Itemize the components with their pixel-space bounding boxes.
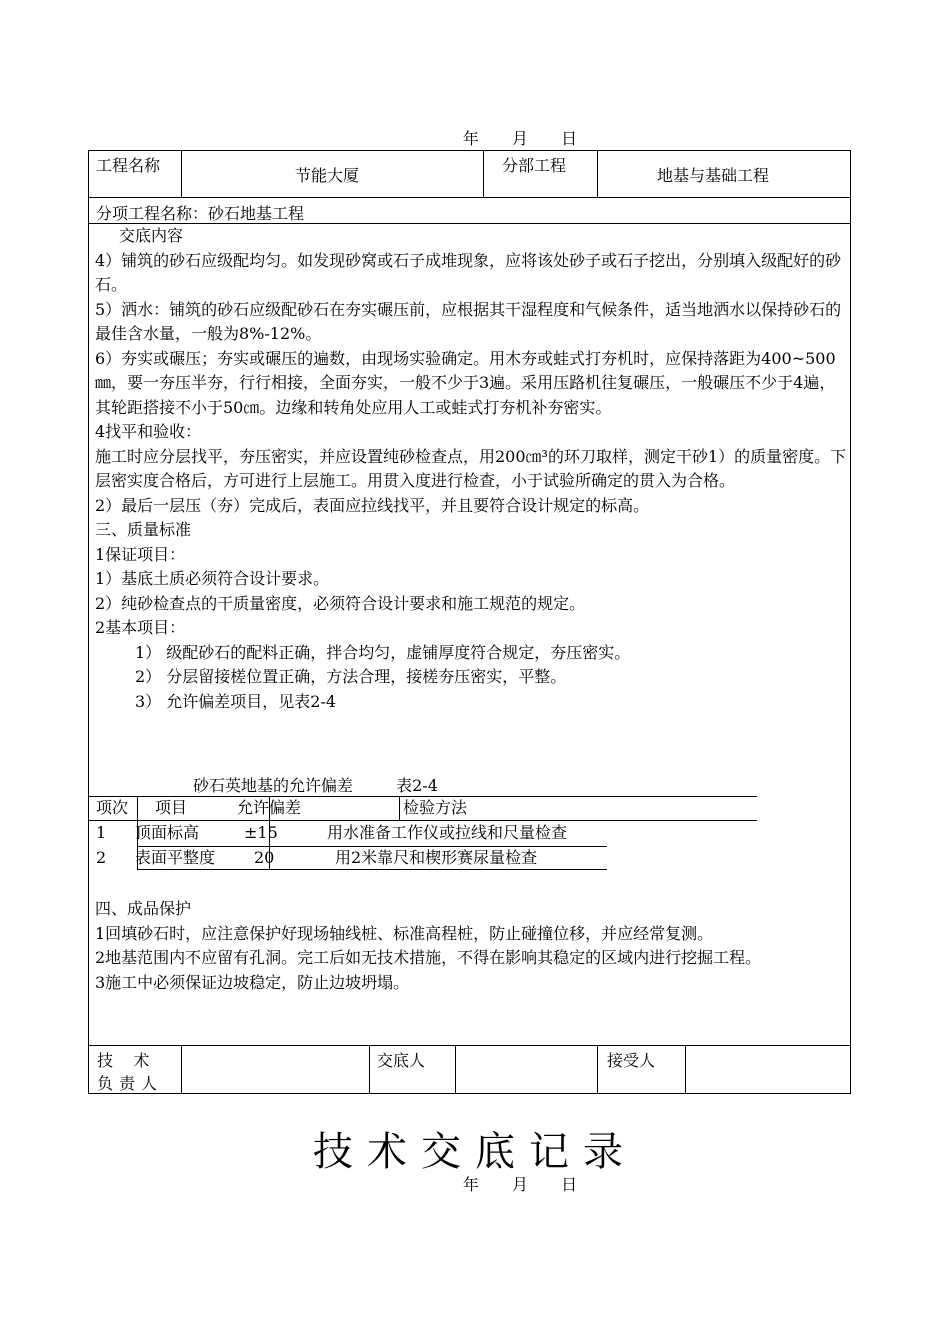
division-value: 地基与基础工程 [657, 166, 770, 185]
receiver-label: 接受人 [607, 1051, 656, 1070]
project-name-label: 工程名称 [96, 156, 161, 175]
row1-item: 顶面标高 [135, 823, 200, 842]
paragraph: 2） 分层留接槎位置正确，方法合理，接槎夯压密实，平整。 [135, 667, 567, 686]
date-month: 月 [511, 1175, 528, 1194]
divider [181, 1045, 182, 1093]
paragraph: 1） 级配砂石的配料正确，拌合均匀，虚铺厚度符合规定，夯压密实。 [135, 642, 631, 662]
deviation-table [89, 796, 757, 872]
date-line-bottom [0, 1172, 950, 1195]
paragraph: 1）基底土质必须符合设计要求。 [95, 569, 330, 588]
paragraph: 2）最后一层压（夯）完成后，表面应拉线找平，并且要符合设计规定的标高。 [95, 495, 650, 515]
divider [89, 796, 757, 797]
row2-item: 表面平整度 [135, 848, 216, 867]
row1-index: 1 [96, 823, 107, 842]
paragraph: 2地基范围内不应留有孔洞。完工后如无技术措施，不得在影响其稳定的区域内进行挖掘工程。 [95, 948, 762, 967]
tech-lead-label-2: 负责人 [97, 1074, 164, 1093]
date-year: 年 [462, 129, 479, 148]
division-label: 分部工程 [502, 156, 567, 175]
date-month: 月 [511, 129, 528, 148]
paragraph: 施工时应分层找平，夯压密实，并应设置纯砂检查点，用200㎝³的环刀取样，测定干砂1）的质量密度。下层密实度合格后，方可进行上层施工。用贯入度进行检查，小于试验所确定的贯入为合格。 [95, 446, 847, 490]
divider [89, 820, 757, 821]
paragraph: 4）铺筑的砂石应级配均匀。如发现砂窝或石子成堆现象，应将该处砂子或石子挖出，分别填入级配好的砂石。 [95, 250, 842, 294]
paragraph: 2基本项目： [95, 618, 186, 637]
paragraph: 6）夯实或碾压；夯实或碾压的遍数，由现场实验确定。用木夯或蛙式打夯机时，应保持落距为400~500㎜，要一夯压半夯，行行相接，全面夯实，一般不少于3遍。采用压路机往复碾压，一般碾压不少于4遍，其轮距搭接不小于50㎝。边缘和转角处应用人工或蛙式打夯机补夯密实。 [95, 348, 836, 417]
record-title: 技术交底记录 [313, 1129, 637, 1175]
deviation-table-title [193, 773, 438, 796]
subitem-name: 分项工程名称：砂石地基工程 [96, 204, 305, 223]
divider [597, 1045, 598, 1093]
divider [685, 1045, 686, 1093]
row2-method: 用2米靠尺和楔形赛尿量检查 [335, 848, 538, 867]
header-index: 项次 [96, 798, 129, 817]
paragraph: 1回填砂石时，应注意保护好现场轴线桩、标准高程桩，防止碰撞位移，并应经常复测。 [95, 923, 714, 943]
row2-index: 2 [96, 848, 107, 867]
divider [89, 197, 850, 198]
paragraph: 1保证项目： [95, 544, 186, 564]
paragraph: 5）洒水：铺筑的砂石应级配砂石在夯实碾压前，应根据其干湿程度和气候条件，适当地洒水以保持砂石的最佳含水量，一般为8%-12%。 [95, 299, 842, 343]
header-item: 项目 [155, 798, 188, 817]
date-day: 日 [561, 129, 578, 148]
paragraph: 3） 允许偏差项目，见表2-4 [135, 691, 337, 711]
deviation-table-number: 表2-4 [396, 776, 438, 795]
date-day: 日 [561, 1175, 578, 1194]
header-tolerance: 允许偏差 [237, 798, 302, 817]
divider [137, 869, 607, 870]
paragraph: 2）纯砂检查点的干质量密度，必须符合设计要求和施工规范的规定。 [95, 593, 586, 613]
date-year: 年 [462, 1175, 479, 1194]
divider [597, 151, 598, 197]
tech-lead-label: 技 术 [97, 1051, 150, 1070]
section-heading: 三、质量标准 [95, 520, 192, 539]
content-heading: 交底内容 [119, 226, 184, 245]
divider [399, 796, 400, 820]
divider [137, 846, 607, 847]
divider [181, 151, 182, 197]
project-name-value: 节能大厦 [295, 166, 360, 185]
date-line-top [0, 126, 950, 149]
divider [483, 151, 484, 197]
header-method: 检验方法 [403, 798, 468, 817]
paragraph: 3施工中必须保证边坡稳定，防止边坡坍塌。 [95, 972, 410, 992]
product-protection [95, 897, 847, 995]
deviation-table-caption: 砂石英地基的允许偏差 [193, 776, 354, 795]
handover-person-label: 交底人 [377, 1051, 426, 1070]
row2-tolerance: 20 [254, 848, 275, 867]
handover-content [95, 224, 847, 714]
divider [369, 1045, 370, 1093]
row1-tolerance: ±15 [244, 823, 278, 842]
paragraph: 4找平和验收： [95, 422, 202, 441]
divider [455, 1045, 456, 1093]
divider [89, 1045, 850, 1046]
row1-method: 用水准备工作仪或拉线和尺量检查 [327, 823, 568, 842]
technical-handover-form [88, 150, 851, 1094]
section-heading: 四、成品保护 [95, 899, 192, 918]
